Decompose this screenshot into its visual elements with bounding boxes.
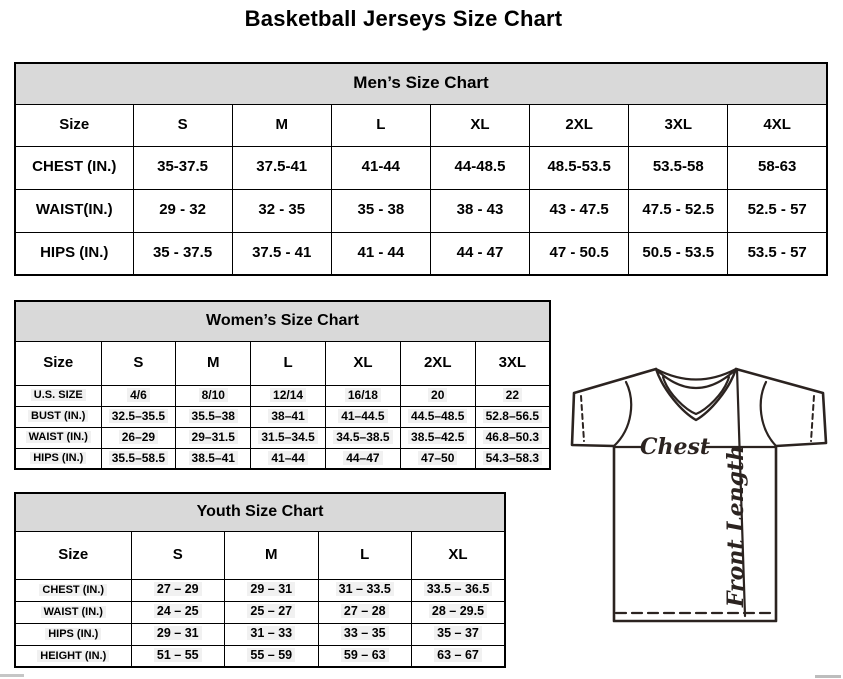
value-cell <box>131 579 225 601</box>
cell-text: 35.5–38 <box>189 409 238 423</box>
womens-chart-title: Women’s Size Chart <box>15 301 550 341</box>
womens-col-header-size: Size <box>15 341 101 385</box>
womens-chart-title-row <box>15 301 550 341</box>
cell-text: 63 – 67 <box>434 648 482 662</box>
cell-text: HEIGHT (IN.) <box>37 650 109 662</box>
womens-col-header-m: M <box>176 341 251 385</box>
value-cell: 37.5 - 41 <box>232 232 331 275</box>
row-label-cell <box>15 385 101 406</box>
value-cell <box>325 385 400 406</box>
cell-text: 27 – 29 <box>154 582 202 596</box>
value-cell: 53.5-58 <box>629 146 728 189</box>
value-cell <box>251 427 326 448</box>
cell-text: 38.5–42.5 <box>408 430 467 444</box>
cell-text: 41–44 <box>268 451 307 465</box>
cell-text: 44–47 <box>343 451 382 465</box>
value-cell <box>225 623 319 645</box>
value-cell <box>176 385 251 406</box>
value-cell: 58-63 <box>728 146 827 189</box>
value-cell <box>131 645 225 667</box>
value-cell <box>318 579 412 601</box>
cell-text: 35.5–58.5 <box>109 451 168 465</box>
youth-chest-row <box>15 579 505 601</box>
value-cell: 32 - 35 <box>232 189 331 232</box>
cell-text: 38.5–41 <box>189 451 238 465</box>
value-cell <box>318 601 412 623</box>
cell-text: BUST (IN.) <box>28 410 88 422</box>
value-cell <box>325 406 400 427</box>
horizontal-scrollbar-fragment-right[interactable] <box>815 675 841 678</box>
value-cell <box>475 385 550 406</box>
value-cell: 50.5 - 53.5 <box>629 232 728 275</box>
page-title: Basketball Jerseys Size Chart <box>244 6 563 31</box>
chest-label: Chest <box>639 434 711 460</box>
value-cell <box>225 601 319 623</box>
womens-size-chart-table <box>14 300 551 470</box>
value-cell <box>318 645 412 667</box>
value-cell <box>400 427 475 448</box>
youth-chart-title: Youth Size Chart <box>15 493 505 531</box>
value-cell: 53.5 - 57 <box>728 232 827 275</box>
right-armhole-seam <box>761 382 776 446</box>
womens-hips-row <box>15 448 550 469</box>
youth-col-header-xl: XL <box>412 531 506 579</box>
mens-hips-row <box>15 232 827 275</box>
value-cell <box>475 406 550 427</box>
value-cell <box>412 601 506 623</box>
value-cell: 52.5 - 57 <box>728 189 827 232</box>
mens-chart-title-row <box>15 63 827 104</box>
value-cell: 29 - 32 <box>133 189 232 232</box>
mens-col-header-m: M <box>232 104 331 146</box>
value-cell <box>131 601 225 623</box>
value-cell <box>101 427 176 448</box>
value-cell: 35-37.5 <box>133 146 232 189</box>
value-cell <box>176 406 251 427</box>
cell-text: 54.3–58.3 <box>483 451 542 465</box>
youth-header-row <box>15 531 505 579</box>
value-cell: 38 - 43 <box>430 189 529 232</box>
cell-text: 44.5–48.5 <box>408 409 467 423</box>
womens-us-size-row <box>15 385 550 406</box>
mens-col-header-s: S <box>133 104 232 146</box>
row-label-cell <box>15 427 101 448</box>
mens-col-header-l: L <box>331 104 430 146</box>
left-sleeve-dashed-line <box>581 396 584 441</box>
value-cell <box>176 427 251 448</box>
cell-text: 51 – 55 <box>154 648 202 662</box>
collar-v-outer <box>656 369 736 420</box>
cell-text: 46.8–50.3 <box>483 430 542 444</box>
value-cell: 48.5-53.5 <box>530 146 629 189</box>
value-cell <box>101 406 176 427</box>
value-cell <box>225 579 319 601</box>
row-label-cell <box>15 601 131 623</box>
cell-text: 27 – 28 <box>341 604 389 618</box>
value-cell <box>225 645 319 667</box>
value-cell <box>475 427 550 448</box>
womens-col-header-3xl: 3XL <box>475 341 550 385</box>
cell-text: 33.5 – 36.5 <box>424 582 493 596</box>
value-cell <box>412 579 506 601</box>
row-label-cell <box>15 645 131 667</box>
value-cell <box>176 448 251 469</box>
cell-text: 59 – 63 <box>341 648 389 662</box>
cell-text: 31 – 33 <box>247 626 295 640</box>
front-length-label: Front Length <box>723 444 749 608</box>
value-cell: 43 - 47.5 <box>530 189 629 232</box>
value-cell <box>325 427 400 448</box>
cell-text: WAIST (IN.) <box>26 431 91 443</box>
row-label-cell <box>15 448 101 469</box>
cell-text: 20 <box>428 388 447 402</box>
row-label-cell: WAIST(IN.) <box>15 189 133 232</box>
cell-text: 47–50 <box>418 451 457 465</box>
value-cell <box>325 448 400 469</box>
value-cell <box>318 623 412 645</box>
cell-text: 29 – 31 <box>247 582 295 596</box>
mens-waist-row <box>15 189 827 232</box>
cell-text: 35 – 37 <box>434 626 482 640</box>
cell-text: WAIST (IN.) <box>41 606 106 618</box>
mens-col-header-4xl: 4XL <box>728 104 827 146</box>
youth-col-header-size: Size <box>15 531 131 579</box>
row-label-cell <box>15 406 101 427</box>
value-cell <box>412 645 506 667</box>
value-cell: 41-44 <box>331 146 430 189</box>
cell-text: 29–31.5 <box>189 430 238 444</box>
womens-header-row <box>15 341 550 385</box>
mens-chest-row <box>15 146 827 189</box>
jersey-outline <box>572 369 826 621</box>
cell-text: 26–29 <box>119 430 158 444</box>
womens-waist-row <box>15 427 550 448</box>
cell-text: 41–44.5 <box>338 409 387 423</box>
mens-col-header-2xl: 2XL <box>530 104 629 146</box>
value-cell <box>412 623 506 645</box>
cell-text: CHEST (IN.) <box>39 584 107 596</box>
youth-col-header-m: M <box>225 531 319 579</box>
cell-text: 28 – 29.5 <box>429 604 487 618</box>
mens-col-header-size: Size <box>15 104 133 146</box>
youth-chart-title-row <box>15 493 505 531</box>
value-cell <box>251 448 326 469</box>
cell-text: 8/10 <box>199 388 228 402</box>
youth-waist-row <box>15 601 505 623</box>
cell-text: 4/6 <box>127 388 150 402</box>
cell-text: 38–41 <box>268 409 307 423</box>
mens-col-header-3xl: 3XL <box>629 104 728 146</box>
womens-col-header-xl: XL <box>325 341 400 385</box>
youth-col-header-l: L <box>318 531 412 579</box>
value-cell: 44-48.5 <box>430 146 529 189</box>
cell-text: 24 – 25 <box>154 604 202 618</box>
value-cell <box>101 448 176 469</box>
cell-text: 16/18 <box>345 388 381 402</box>
value-cell: 35 - 38 <box>331 189 430 232</box>
value-cell: 37.5-41 <box>232 146 331 189</box>
value-cell <box>400 385 475 406</box>
value-cell <box>131 623 225 645</box>
youth-height-row <box>15 645 505 667</box>
cell-text: 34.5–38.5 <box>333 430 392 444</box>
value-cell: 44 - 47 <box>430 232 529 275</box>
cell-text: 32.5–35.5 <box>109 409 168 423</box>
right-sleeve-dashed-line <box>811 396 814 441</box>
left-armhole-seam <box>614 382 631 446</box>
womens-col-header-s: S <box>101 341 176 385</box>
value-cell: 47 - 50.5 <box>530 232 629 275</box>
mens-header-row <box>15 104 827 146</box>
value-cell: 35 - 37.5 <box>133 232 232 275</box>
value-cell <box>101 385 176 406</box>
womens-col-header-2xl: 2XL <box>400 341 475 385</box>
cell-text: 22 <box>503 388 522 402</box>
row-label-cell <box>15 623 131 645</box>
cell-text: 52.8–56.5 <box>483 409 542 423</box>
row-label-cell <box>15 579 131 601</box>
value-cell: 47.5 - 52.5 <box>629 189 728 232</box>
cell-text: HIPS (IN.) <box>45 628 101 640</box>
womens-col-header-l: L <box>251 341 326 385</box>
cell-text: 31.5–34.5 <box>258 430 317 444</box>
youth-size-chart-table <box>14 492 506 668</box>
value-cell <box>251 385 326 406</box>
horizontal-scrollbar-fragment-left[interactable] <box>0 674 24 677</box>
value-cell <box>251 406 326 427</box>
value-cell <box>400 406 475 427</box>
cell-text: 12/14 <box>270 388 306 402</box>
jersey-measurement-diagram <box>556 356 843 636</box>
cell-text: 29 – 31 <box>154 626 202 640</box>
value-cell <box>475 448 550 469</box>
cell-text: 33 – 35 <box>341 626 389 640</box>
row-label-cell: CHEST (IN.) <box>15 146 133 189</box>
youth-hips-row <box>15 623 505 645</box>
row-label-cell: HIPS (IN.) <box>15 232 133 275</box>
mens-size-chart-table <box>14 62 828 276</box>
cell-text: U.S. SIZE <box>31 389 86 401</box>
mens-col-header-xl: XL <box>430 104 529 146</box>
mens-chart-title: Men’s Size Chart <box>15 63 827 104</box>
youth-col-header-s: S <box>131 531 225 579</box>
value-cell <box>400 448 475 469</box>
value-cell: 41 - 44 <box>331 232 430 275</box>
cell-text: 55 – 59 <box>247 648 295 662</box>
cell-text: HIPS (IN.) <box>30 452 86 464</box>
cell-text: 31 – 33.5 <box>336 582 394 596</box>
cell-text: 25 – 27 <box>247 604 295 618</box>
womens-bust-row <box>15 406 550 427</box>
